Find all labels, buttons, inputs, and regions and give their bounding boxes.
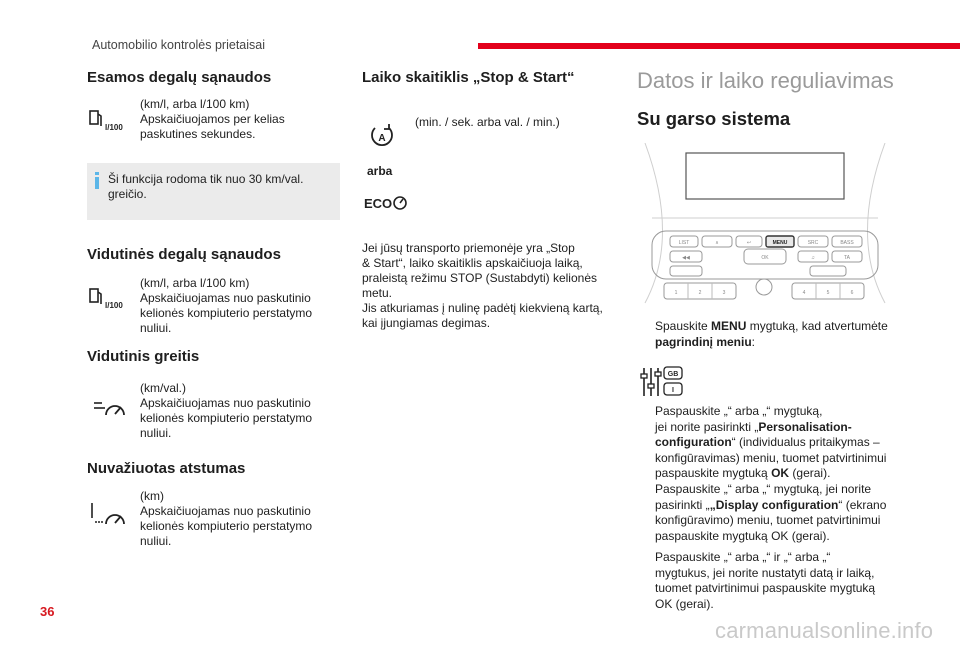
average-consumption-title: Vidutinės degalų sąnaudos [87, 246, 281, 263]
preset-6: 6 [850, 290, 854, 296]
instruction-3: Paspauskite „“ arba „“ mygtuką, jei norite pasirinkti „„Display configuration“ (ekrano konfigūravimo) meniu, tuomet patvirtinimui paspauskite mygtuką OK (gerai). [655, 482, 887, 543]
eco-icon [364, 192, 410, 214]
i-badge: I [672, 387, 674, 394]
preset-1: 1 [674, 290, 678, 296]
info-text: Ši funkcija rodoma tik nuo 30 km/val. greičio. [108, 172, 304, 201]
current-consumption-text: (km/l, arba l/100 km) Apskaičiuojamos per kelias paskutines sekundes. [140, 97, 285, 141]
speedometer-icon [92, 395, 132, 423]
stop-start-unit: (min. / sek. arba val. / min.) [415, 115, 560, 129]
stop-start-text: Jei jūsų transporto priemonėje yra „Stop & Start“, laiko skaitiklis apskaičiuoja laiką, praleistą režimu STOP (Sustabdyti) kelionės metu. Jis atkuriamas į nulinę padėtį kiekvieną kartą, kai įjungiamas degimas. [362, 241, 603, 330]
instruction-4: Paspauskite „“ arba „“ ir „“ arba „“ mygtukus, jei norite nustatyti datą ir laiką, tuomet patvirtinimui paspauskite mygtuką OK (gerai). [655, 550, 876, 611]
instruction-1: Spauskite MENU mygtuką, kad atvertumėte pagrindinį meniu: [655, 319, 888, 349]
fuel-pump-icon [88, 286, 128, 314]
running-header: Automobilio kontrolės prietaisai [92, 38, 266, 52]
current-consumption-title: Esamos degalų sąnaudos [87, 69, 272, 86]
panel-prev-label: ◀◀ [682, 255, 690, 261]
distance-text: (km) Apskaičiuojamas nuo paskutinio kelionės kompiuterio perstatymo nuliui. [140, 489, 313, 548]
section-subtitle: Su garso sistema [637, 108, 791, 129]
stop-start-icon-letter: A [378, 133, 386, 144]
fuel-pump-icon [88, 108, 128, 136]
average-speed-title: Vidutinis greitis [87, 348, 200, 365]
panel-list-label: LIST [678, 240, 690, 246]
panel-src-label: SRC [807, 240, 819, 246]
preset-4: 4 [802, 290, 806, 296]
distance-icon [88, 500, 132, 530]
distance-title: Nuvažiuotas atstumas [87, 460, 246, 477]
fuel-icon-label: l/100 [105, 301, 123, 310]
preset-3: 3 [722, 290, 726, 296]
preset-5: 5 [826, 290, 830, 296]
gb-badge: GB [667, 371, 679, 378]
page-number: 36 [40, 604, 55, 619]
info-icon [92, 172, 102, 195]
or-label: arba [367, 164, 393, 178]
watermark: carmanualsonline.info [715, 618, 934, 643]
header-accent-bar [478, 43, 960, 49]
panel-menu-label: MENU [772, 240, 788, 246]
panel-bass-label: BASS [840, 240, 854, 246]
panel-back-label: ↩ [746, 240, 752, 246]
stop-start-icon [369, 122, 395, 150]
average-consumption-text: (km/l, arba l/100 km) Apskaičiuojamas nuo paskutinio kelionės kompiuterio perstatymo nuliui. [140, 276, 313, 335]
stop-start-title: Laiko skaitiklis „Stop & Start“ [362, 69, 575, 86]
panel-music-label: ♫ [811, 255, 815, 261]
instruction-2: Paspauskite „“ arba „“ mygtuką, jei norite pasirinkti „Personalisation- configuration“ (individualus pritaikymas – konfigūravimas) meniu, tuomet patvirtinimui paspauskite mygtuką OK (gerai). [655, 404, 887, 480]
settings-language-icon [638, 364, 686, 400]
eco-icon-label: ECO [364, 196, 393, 211]
preset-2: 2 [698, 290, 702, 296]
audio-system-illustration [640, 143, 890, 308]
average-speed-text: (km/val.) Apskaičiuojamas nuo paskutinio kelionės kompiuterio perstatymo nuliui. [140, 381, 313, 440]
panel-up-label: ∧ [715, 240, 719, 246]
panel-ok-label: OK [761, 255, 769, 261]
section-title: Datos ir laiko reguliavimas [637, 68, 894, 93]
fuel-icon-label: l/100 [105, 123, 123, 132]
panel-ta-label: TA [843, 255, 851, 261]
